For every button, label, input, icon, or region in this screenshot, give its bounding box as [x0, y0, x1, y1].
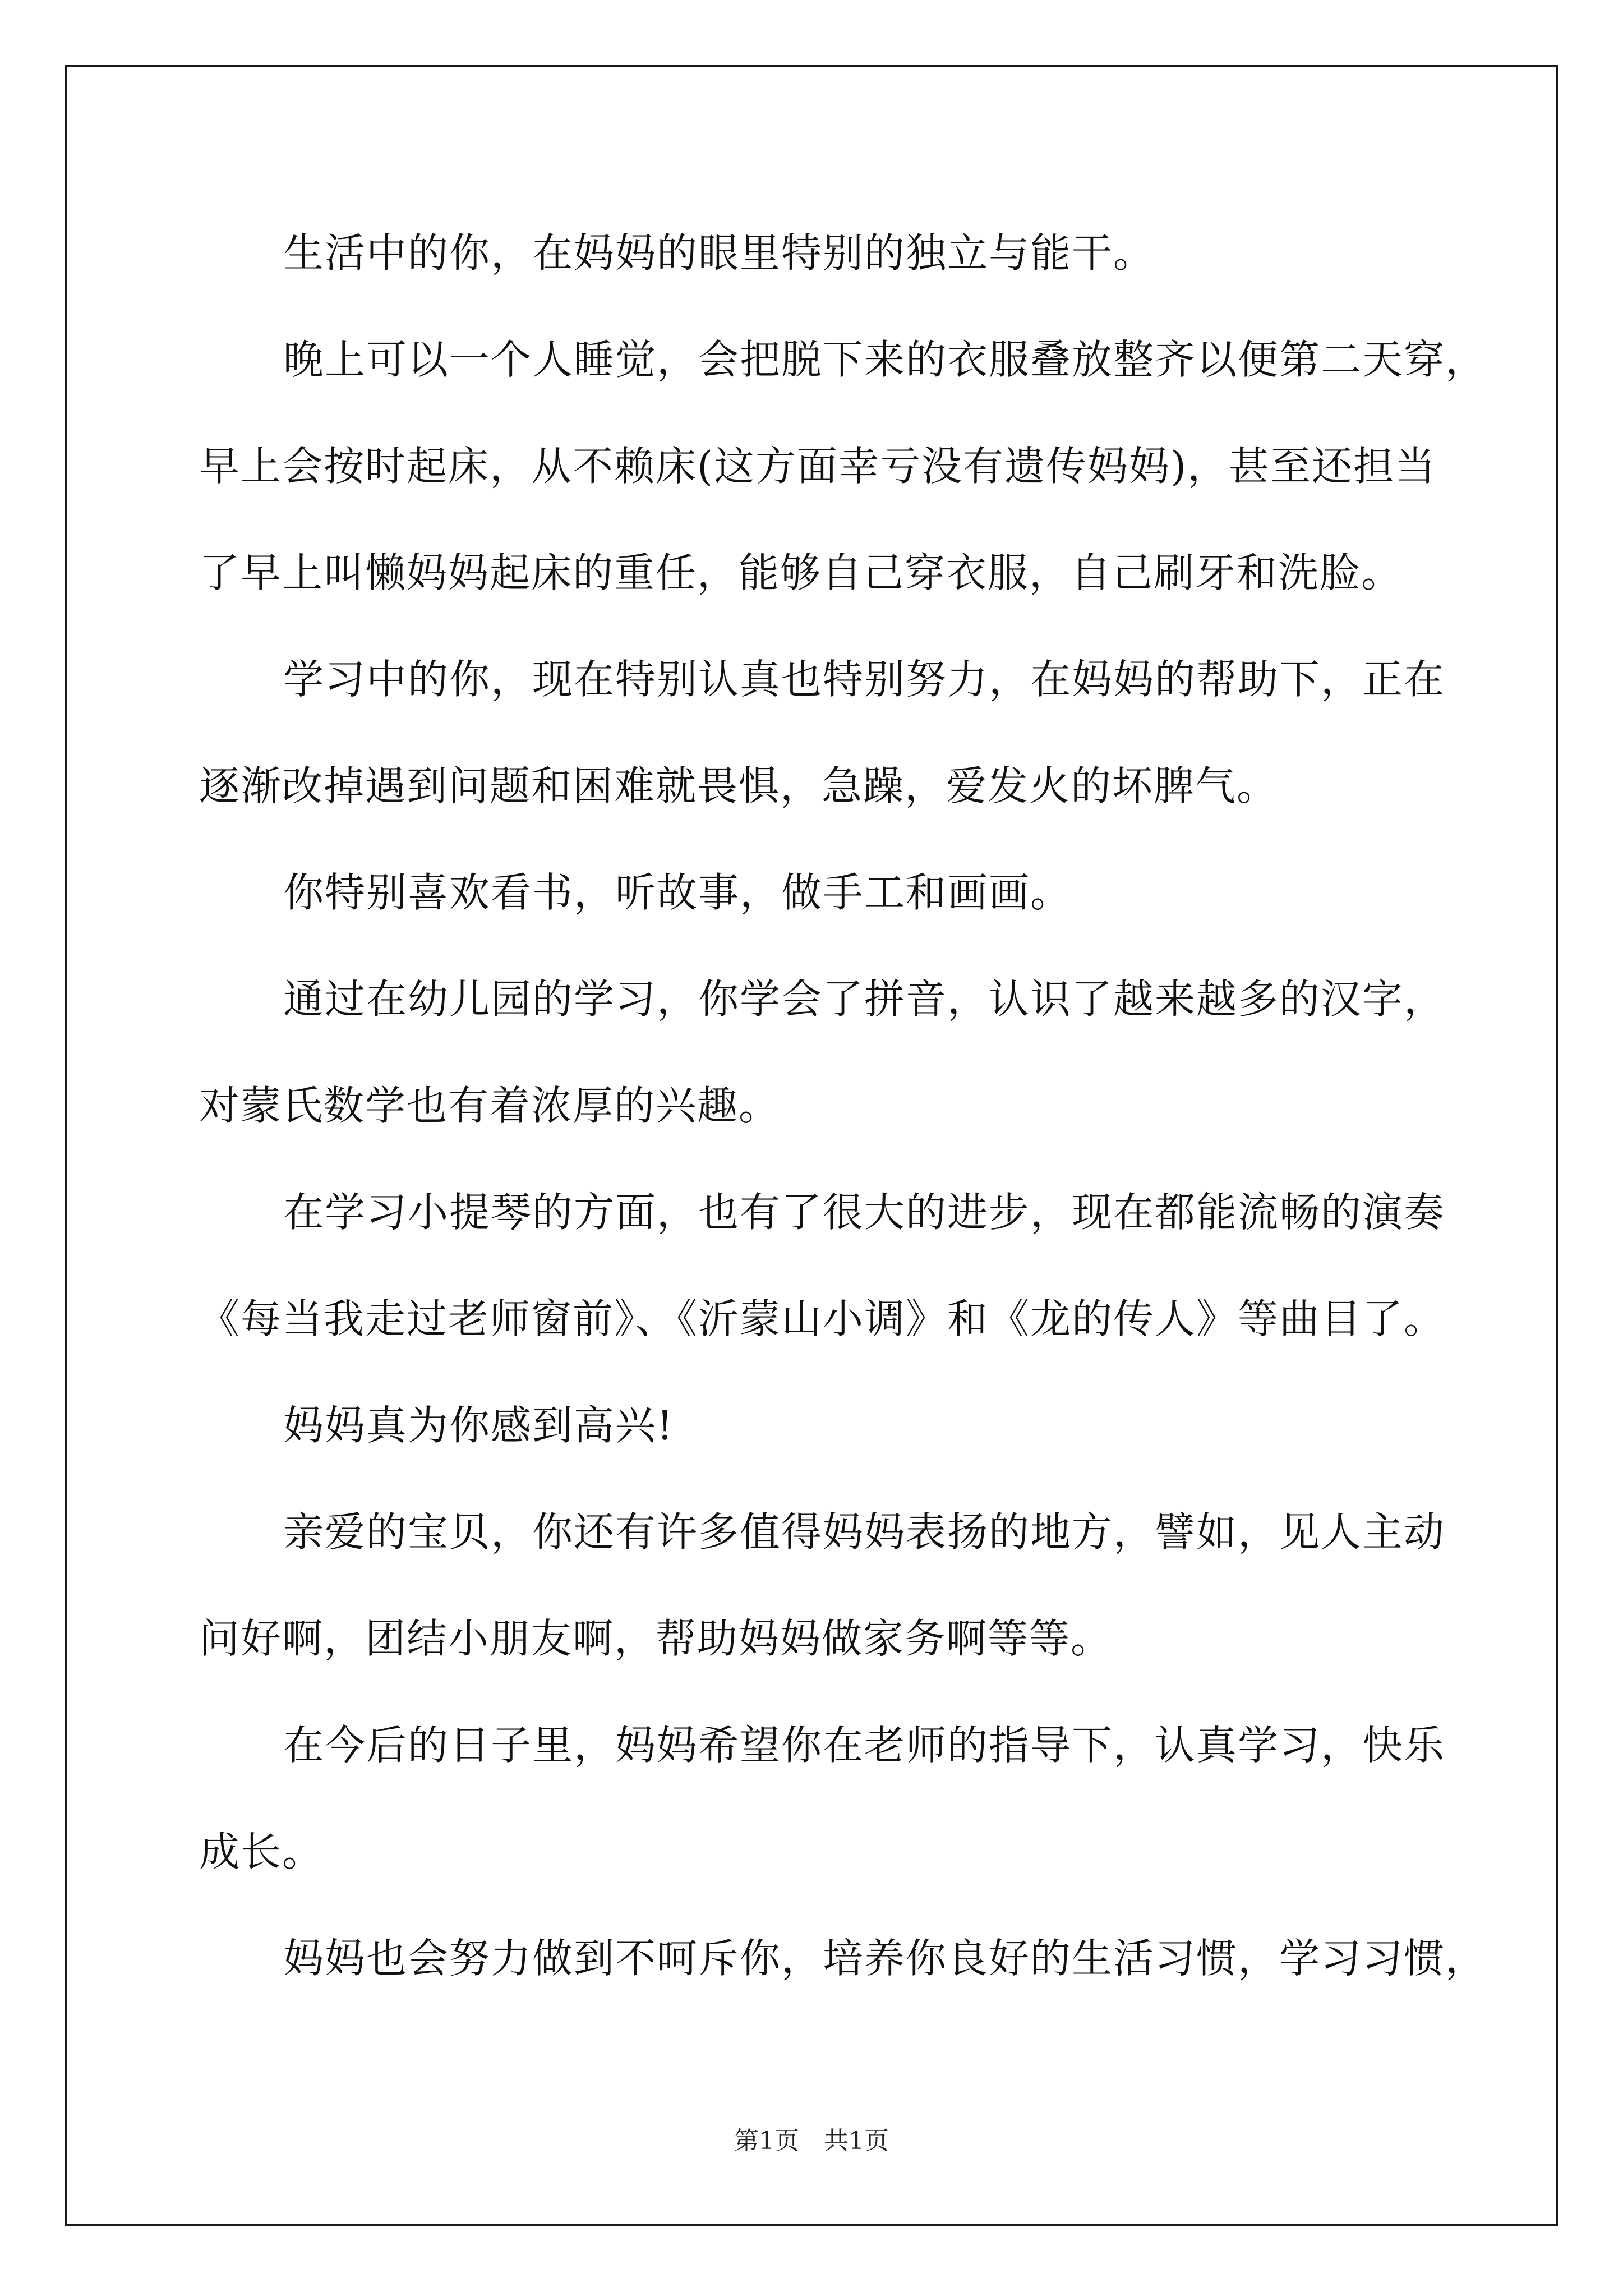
- page-border: [65, 65, 1558, 2226]
- text-line: 问好啊，团结小朋友啊，帮助妈妈做家务啊等等。: [199, 1615, 1113, 1662]
- text-line: 亲爱的宝贝，你还有许多值得妈妈表扬的地方，譬如，见人主动: [283, 1508, 1446, 1556]
- text-line: 通过在幼儿园的学习，你学会了拼音，认识了越来越多的汉字，: [283, 976, 1446, 1023]
- text-line: 妈妈真为你感到高兴!: [283, 1402, 674, 1449]
- text-line: 晚上可以一个人睡觉，会把脱下来的衣服叠放整齐以便第二天穿，: [283, 336, 1487, 383]
- text-line: 《每当我走过老师窗前》、《沂蒙山小调》和《龙的传人》等曲目了。: [199, 1295, 1446, 1342]
- text-line: 了早上叫懒妈妈起床的重任，能够自己穿衣服，自己刷牙和洗脸。: [199, 549, 1403, 596]
- text-line: 逐渐改掉遇到问题和困难就畏惧，急躁，爱发火的坏脾气。: [199, 762, 1279, 809]
- text-line: 成长。: [199, 1828, 324, 1875]
- text-line: 对蒙氏数学也有着浓厚的兴趣。: [199, 1082, 781, 1129]
- text-line: 学习中的你，现在特别认真也特别努力，在妈妈的帮助下，正在: [283, 656, 1446, 703]
- text-line: 你特别喜欢看书，听故事，做手工和画画。: [283, 869, 1072, 916]
- text-line: 早上会按时起床，从不赖床(这方面幸亏没有遗传妈妈)，甚至还担当: [199, 443, 1437, 490]
- text-line: 在今后的日子里，妈妈希望你在老师的指导下，认真学习，快乐: [283, 1722, 1446, 1769]
- text-line: 妈妈也会努力做到不呵斥你，培养你良好的生活习惯，学习习惯，: [283, 1935, 1487, 1982]
- text-line: 生活中的你，在妈妈的眼里特别的独立与能干。: [283, 229, 1155, 277]
- text-line: 在学习小提琴的方面，也有了很大的进步，现在都能流畅的演奏: [283, 1189, 1446, 1236]
- page-number-footer: 第1页 共1页: [734, 2127, 889, 2155]
